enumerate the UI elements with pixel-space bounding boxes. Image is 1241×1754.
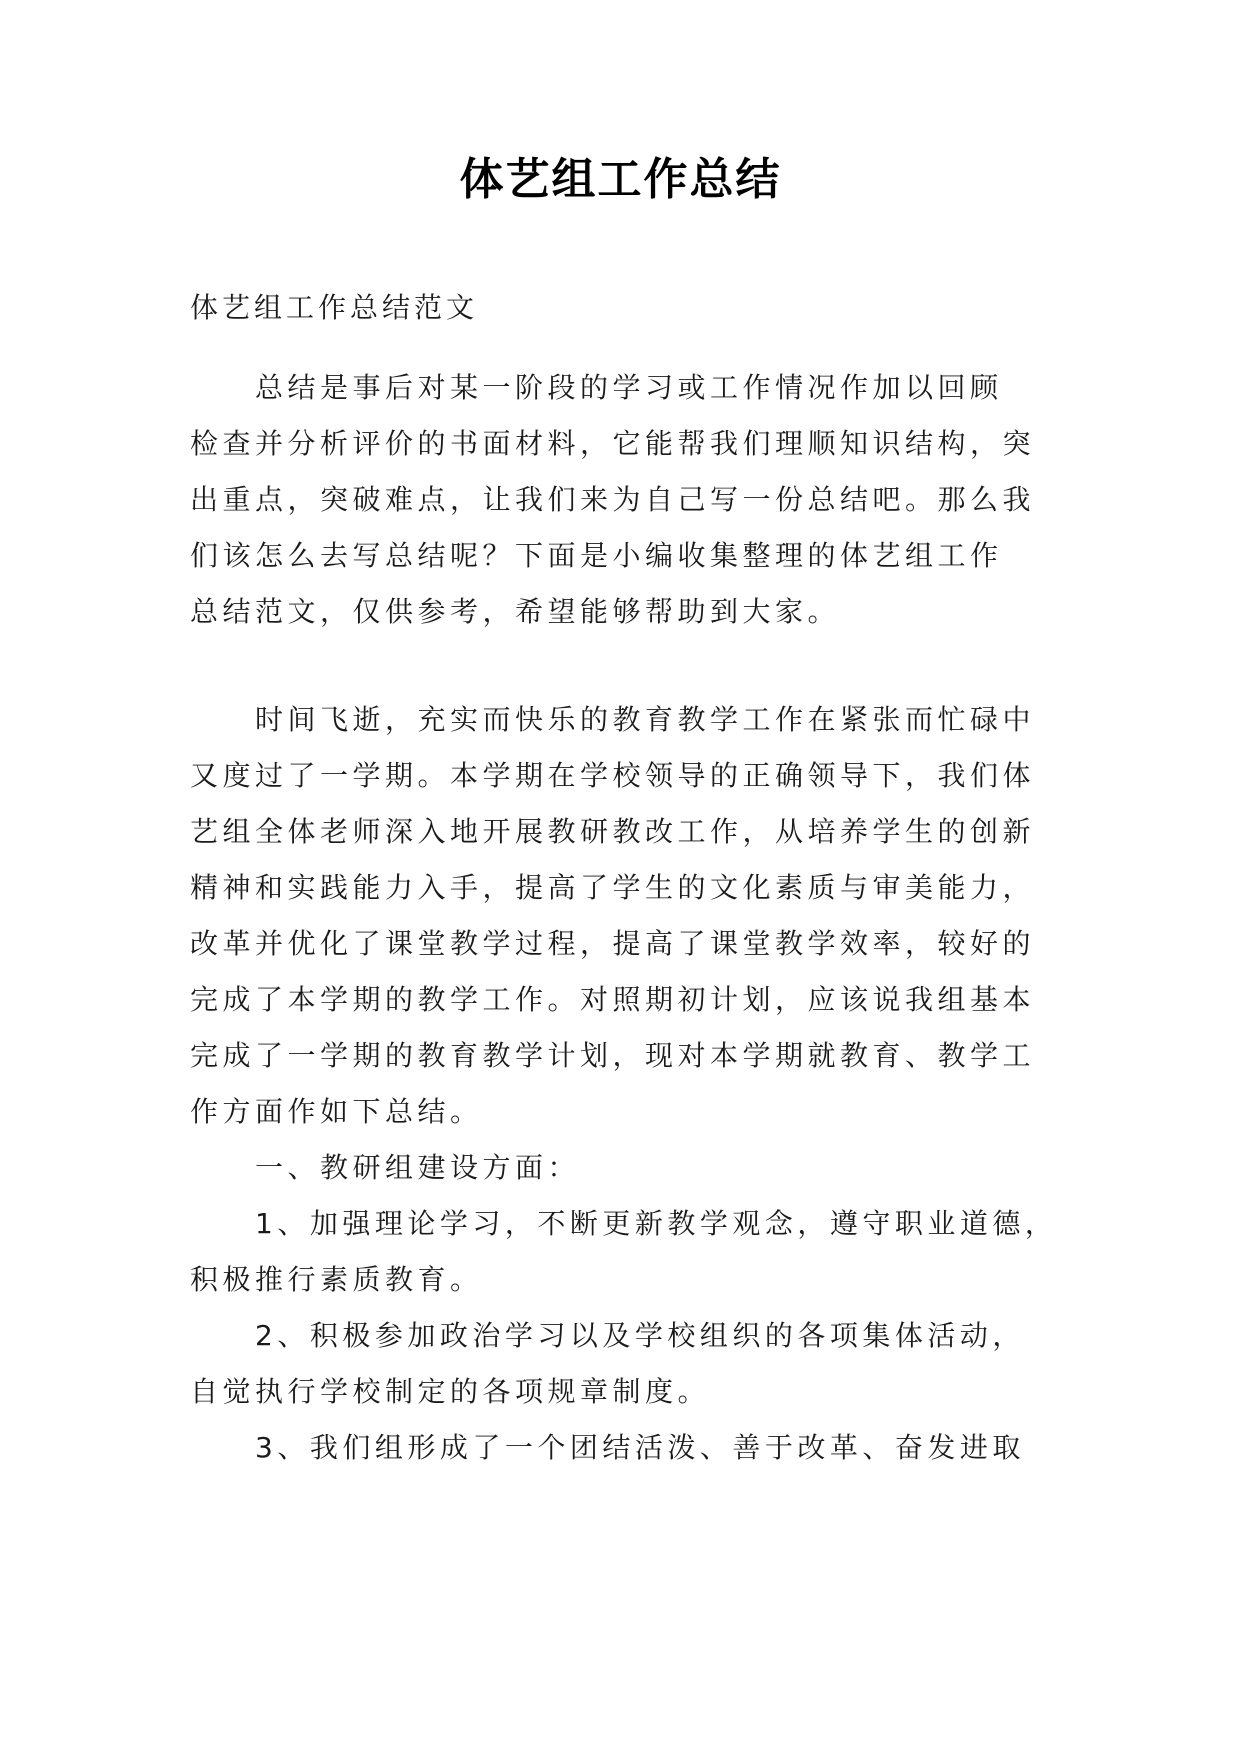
paragraph-line: 总结范文，仅供参考，希望能够帮助到大家。 bbox=[190, 595, 841, 628]
paragraph-line: 检查并分析评价的书面材料，它能帮我们理顺知识结构，突 bbox=[190, 427, 1036, 460]
paragraph-line: 完成了本学期的教学工作。对照期初计划，应该说我组基本 bbox=[190, 983, 1036, 1016]
list-item-line: 自觉执行学校制定的各项规章制度。 bbox=[190, 1375, 711, 1408]
paragraph-line: 精神和实践能力入手，提高了学生的文化素质与审美能力， bbox=[190, 871, 1036, 904]
paragraph-line: 作方面作如下总结。 bbox=[190, 1095, 483, 1128]
list-item-line: 1、加强理论学习，不断更新教学观念，遵守职业道德， bbox=[255, 1207, 1058, 1240]
list-item-line: 2、积极参加政治学习以及学校组织的各项集体活动， bbox=[255, 1319, 1025, 1352]
paragraph-line: 艺组全体老师深入地开展教研教改工作，从培养学生的创新 bbox=[190, 815, 1036, 848]
paragraph-line: 们该怎么去写总结呢？下面是小编收集整理的体艺组工作 bbox=[190, 539, 1003, 572]
section-heading: 一、教研组建设方面： bbox=[255, 1151, 581, 1184]
list-item-line: 3、我们组形成了一个团结活泼、善于改革、奋发进取 bbox=[255, 1431, 1025, 1464]
paragraph-line: 又度过了一学期。本学期在学校领导的正确领导下，我们体 bbox=[190, 759, 1036, 792]
paragraph-line: 改革并优化了课堂教学过程，提高了课堂教学效率，较好的 bbox=[190, 927, 1036, 960]
document-title: 体艺组工作总结 bbox=[459, 154, 782, 205]
document-subtitle: 体艺组工作总结范文 bbox=[190, 291, 479, 324]
paragraph-line: 完成了一学期的教育教学计划，现对本学期就教育、教学工 bbox=[190, 1039, 1036, 1072]
paragraph-line: 时间飞逝，充实而快乐的教育教学工作在紧张而忙碌中 bbox=[255, 703, 1036, 736]
list-item-line: 积极推行素质教育。 bbox=[190, 1263, 483, 1296]
paragraph-line: 出重点，突破难点，让我们来为自己写一份总结吧。那么我 bbox=[190, 483, 1036, 516]
paragraph-line: 总结是事后对某一阶段的学习或工作情况作加以回顾 bbox=[255, 371, 1003, 404]
